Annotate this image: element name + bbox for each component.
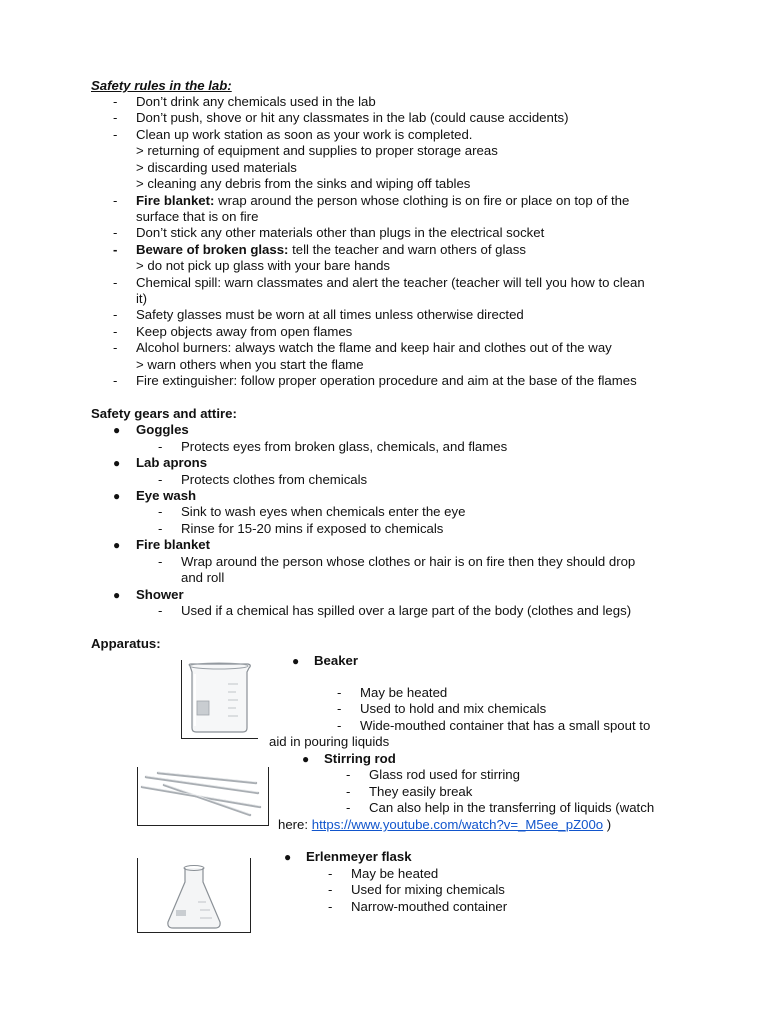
rule-sub: > discarding used materials xyxy=(136,160,297,175)
beaker-name: Beaker xyxy=(314,653,358,668)
gear-name: Shower xyxy=(136,587,184,602)
dash: - xyxy=(158,472,163,487)
rule-text: Chemical spill: warn classmates and alert the teacher (teacher will tell you how to clean xyxy=(136,275,645,290)
dash: - xyxy=(337,718,342,733)
stirring-rod-icon xyxy=(138,767,268,825)
rule-cont: surface that is on fire xyxy=(136,209,259,224)
stirring-rod-detail: Glass rod used for stirring xyxy=(369,767,520,782)
dash: - xyxy=(113,373,118,388)
dash: - xyxy=(346,784,351,799)
dash: - xyxy=(158,554,163,569)
gear-detail: Sink to wash eyes when chemicals enter the eye xyxy=(181,504,466,519)
bullet-icon: ● xyxy=(113,588,121,602)
rule-text: Don’t push, shove or hit any classmates in the lab (could cause accidents) xyxy=(136,110,569,125)
gear-detail: Protects clothes from chemicals xyxy=(181,472,368,487)
rule-text xyxy=(136,242,526,258)
bullet-icon: ● xyxy=(113,538,121,552)
gear-name: Eye wash xyxy=(136,488,197,503)
stirring-rod-detail: They easily break xyxy=(369,784,473,799)
dash: - xyxy=(328,882,333,897)
gear-detail: Wrap around the person whose clothes or hair is on fire then they should drop xyxy=(181,554,636,569)
bullet-icon: ● xyxy=(113,489,121,503)
stirring-rod-detail-cont xyxy=(278,817,611,833)
rule-text: Don’t drink any chemicals used in the lab xyxy=(136,94,376,109)
gear-detail: Protects eyes from broken glass, chemicals, and flames xyxy=(181,439,508,454)
dash: - xyxy=(337,685,342,700)
rule-text: Clean up work station as soon as your work is completed. xyxy=(136,127,473,142)
stirring-rod-image xyxy=(137,767,269,826)
stirring-rod-name: Stirring rod xyxy=(324,751,396,766)
dash: - xyxy=(328,866,333,881)
flask-image xyxy=(137,858,251,933)
rule-bold: Fire blanket: xyxy=(136,193,215,208)
beaker-detail: May be heated xyxy=(360,685,448,700)
gear-detail-cont: and roll xyxy=(181,570,225,585)
flask-icon xyxy=(138,858,250,932)
rule-text: Don’t stick any other materials other than plugs in the electrical socket xyxy=(136,225,545,240)
gear-name: Goggles xyxy=(136,422,189,437)
rule-text: Keep objects away from open flames xyxy=(136,324,353,339)
beaker-icon xyxy=(182,660,258,738)
gear-detail: Used if a chemical has spilled over a large part of the body (clothes and legs) xyxy=(181,603,632,618)
beaker-image xyxy=(181,660,258,739)
dash: - xyxy=(113,324,118,339)
dash: - xyxy=(113,110,118,125)
rule-cont: it) xyxy=(136,291,147,306)
bullet-icon: ● xyxy=(284,850,292,864)
rule-rest: wrap around the person whose clothing is on fire or place on top of the xyxy=(214,193,630,208)
dash: - xyxy=(113,340,118,355)
rule-text: Fire extinguisher: follow proper operation procedure and aim at the base of the flames xyxy=(136,373,637,388)
safety-rules-heading: Safety rules in the lab: xyxy=(91,78,232,93)
apparatus-heading: Apparatus: xyxy=(91,636,161,651)
bullet-icon: ● xyxy=(113,456,121,470)
dash: - xyxy=(113,94,118,109)
flask-name: Erlenmeyer flask xyxy=(306,849,412,864)
dash: - xyxy=(158,521,163,536)
dash: - xyxy=(113,193,118,208)
rule-rest: tell the teacher and warn others of glass xyxy=(288,242,526,257)
dash: - xyxy=(113,242,118,257)
rule-bold: Beware of broken glass: xyxy=(136,242,289,257)
dash: - xyxy=(158,504,163,519)
beaker-detail-cont: aid in pouring liquids xyxy=(269,734,390,749)
dash: - xyxy=(346,800,351,815)
beaker-detail: Used to hold and mix chemicals xyxy=(360,701,547,716)
youtube-link[interactable]: https://www.youtube.com/watch?v=_M5ee_pZ00o xyxy=(311,817,604,832)
dash: - xyxy=(346,767,351,782)
dash: - xyxy=(113,307,118,322)
rule-sub: > warn others when you start the flame xyxy=(136,357,364,372)
rule-text xyxy=(136,193,629,209)
dash: - xyxy=(113,275,118,290)
bullet-icon: ● xyxy=(113,423,121,437)
gear-name: Fire blanket xyxy=(136,537,211,552)
stirring-rod-detail: Can also help in the transferring of liquids (watch xyxy=(369,800,655,815)
link-prefix: here: xyxy=(278,817,312,832)
rule-sub: > cleaning any debris from the sinks and wiping off tables xyxy=(136,176,471,191)
flask-detail: May be heated xyxy=(351,866,439,881)
rule-sub: > do not pick up glass with your bare hands xyxy=(136,258,391,273)
dash: - xyxy=(158,439,163,454)
dash: - xyxy=(328,899,333,914)
dash: - xyxy=(158,603,163,618)
link-suffix: ) xyxy=(603,817,612,832)
dash: - xyxy=(113,127,118,142)
dash: - xyxy=(337,701,342,716)
safety-gear-heading: Safety gears and attire: xyxy=(91,406,237,421)
flask-detail: Used for mixing chemicals xyxy=(351,882,505,897)
rule-text: Alcohol burners: always watch the flame and keep hair and clothes out of the way xyxy=(136,340,612,355)
dash: - xyxy=(113,225,118,240)
gear-detail: Rinse for 15-20 mins if exposed to chemicals xyxy=(181,521,444,536)
bullet-icon: ● xyxy=(302,752,310,766)
rule-sub: > returning of equipment and supplies to proper storage areas xyxy=(136,143,498,158)
gear-name: Lab aprons xyxy=(136,455,208,470)
flask-detail: Narrow-mouthed container xyxy=(351,899,508,914)
beaker-detail: Wide-mouthed container that has a small spout to xyxy=(360,718,651,733)
rule-text: Safety glasses must be worn at all times unless otherwise directed xyxy=(136,307,524,322)
bullet-icon: ● xyxy=(292,654,300,668)
